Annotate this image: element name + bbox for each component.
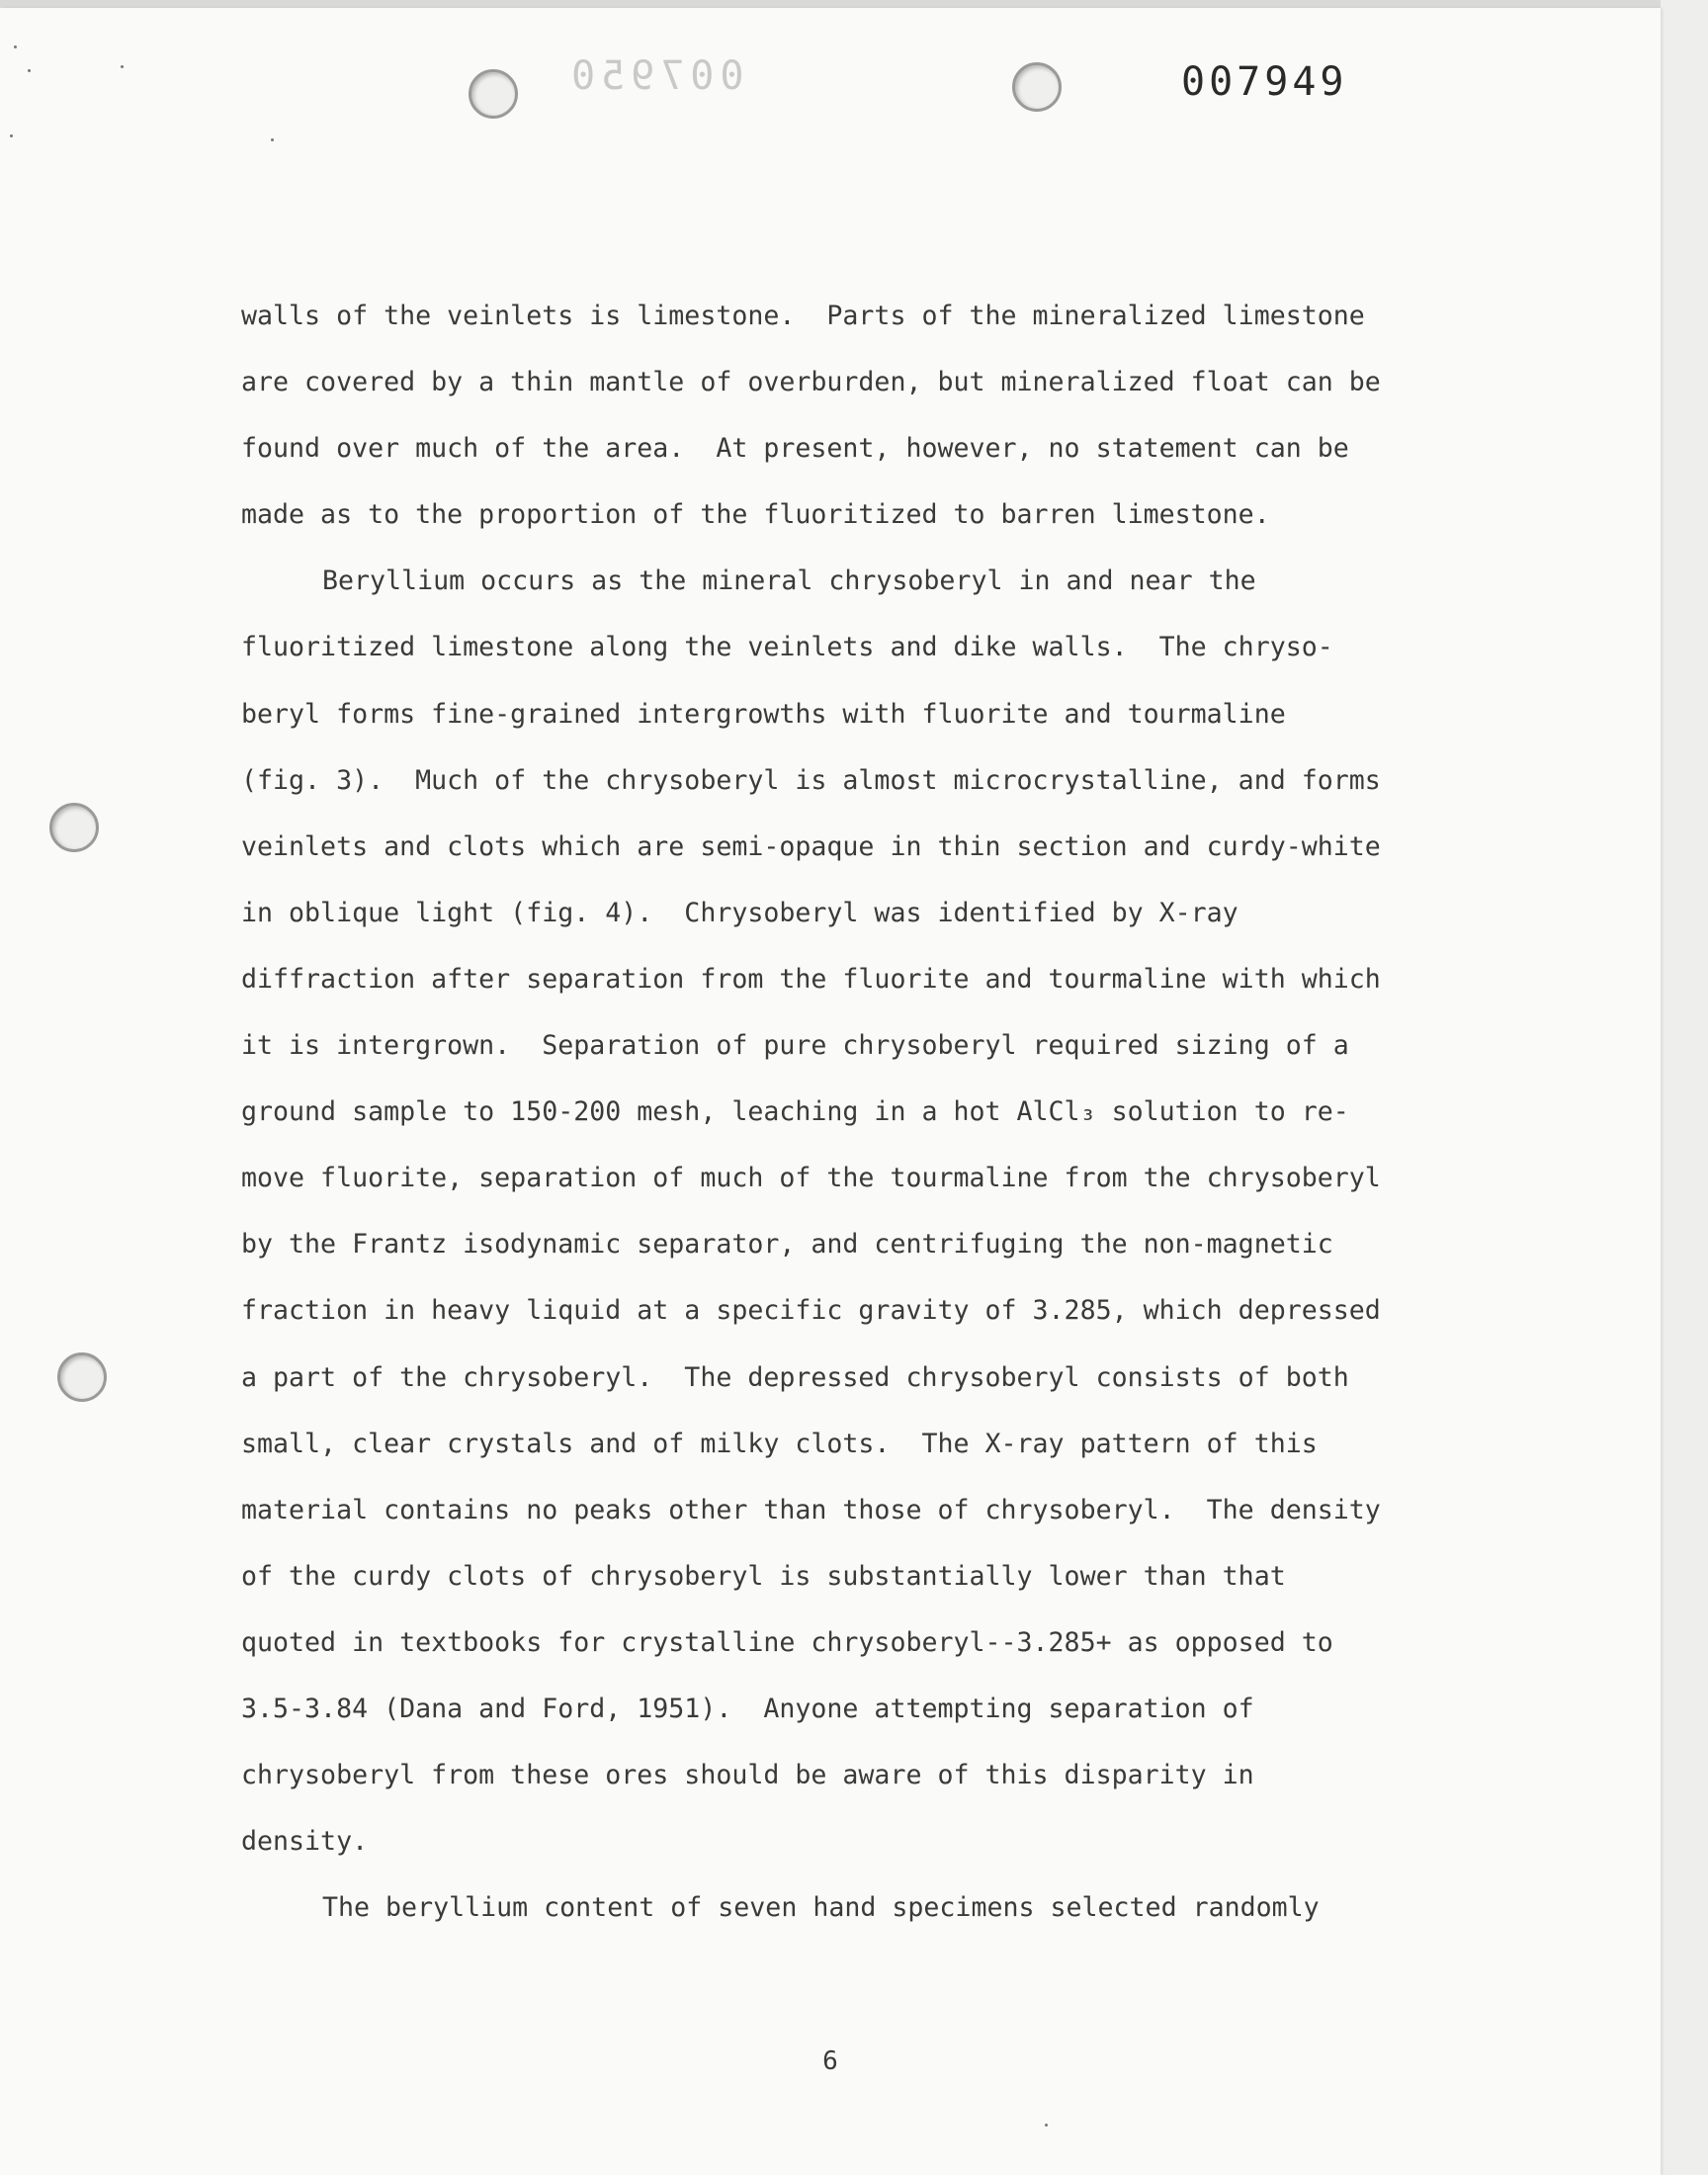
text-line: 3.5-3.84 (Dana and Ford, 1951). Anyone attempting separation of bbox=[241, 1693, 1254, 1724]
document-page bbox=[0, 8, 1661, 2175]
text-line: made as to the proportion of the fluoritized to barren limestone. bbox=[241, 499, 1270, 531]
punch-hole-left-lower bbox=[57, 1352, 107, 1402]
text-line: by the Frantz isodynamic separator, and centrifuging the non-magnetic bbox=[241, 1229, 1333, 1261]
text-line: walls of the veinlets is limestone. Parts of the mineralized limestone bbox=[241, 301, 1365, 331]
scanner-background bbox=[1661, 0, 1708, 2175]
text-line: The beryllium content of seven hand specimens selected randomly bbox=[322, 1892, 1320, 1924]
text-line: material contains no peaks other than those of chrysoberyl. The density bbox=[241, 1494, 1381, 1525]
page-number: 6 bbox=[822, 2046, 838, 2076]
punch-hole-top-right bbox=[1012, 62, 1062, 112]
text-line: it is intergrown. Separation of pure chrysoberyl required sizing of a bbox=[241, 1030, 1349, 1062]
text-line: move fluorite, separation of much of the tourmaline from the chrysoberyl bbox=[241, 1163, 1381, 1194]
bleed-through-number: 007950 bbox=[565, 53, 744, 99]
text-line: fluoritized limestone along the veinlets and dike walls. The chryso- bbox=[241, 632, 1333, 663]
text-line: beryl forms fine-grained intergrowths with fluorite and tourmaline bbox=[241, 698, 1286, 730]
scan-speck bbox=[121, 65, 124, 68]
text-line: quoted in textbooks for crystalline chrysoberyl--3.285+ as opposed to bbox=[241, 1626, 1333, 1658]
text-line: chrysoberyl from these ores should be aware of this disparity in bbox=[241, 1760, 1254, 1791]
scan-speck bbox=[28, 69, 31, 72]
body-text bbox=[241, 283, 1457, 1941]
scan-speck bbox=[10, 134, 13, 137]
text-line: are covered by a thin mantle of overburden, but mineralized float can be bbox=[241, 367, 1381, 398]
text-line: density. bbox=[241, 1826, 369, 1858]
punch-hole-top-left bbox=[469, 69, 518, 119]
scan-speck bbox=[14, 45, 17, 48]
text-line: (fig. 3). Much of the chrysoberyl is almost microcrystalline, and forms bbox=[241, 764, 1381, 796]
punch-hole-left-upper bbox=[49, 803, 99, 852]
scanner-top-edge bbox=[0, 0, 1708, 8]
scan-speck bbox=[271, 138, 274, 141]
text-line: of the curdy clots of chrysoberyl is substantially lower than that bbox=[241, 1560, 1286, 1592]
document-number: 007949 bbox=[1181, 59, 1348, 105]
text-line: found over much of the area. At present, however, no statement can be bbox=[241, 433, 1349, 465]
scan-speck bbox=[1045, 2124, 1048, 2127]
text-line: fraction in heavy liquid at a specific gravity of 3.285, which depressed bbox=[241, 1295, 1381, 1327]
text-line: Beryllium occurs as the mineral chrysoberyl in and near the bbox=[322, 566, 1256, 597]
text-line: a part of the chrysoberyl. The depressed chrysoberyl consists of both bbox=[241, 1361, 1349, 1393]
text-line: diffraction after separation from the fluorite and tourmaline with which bbox=[241, 963, 1381, 995]
text-line: ground sample to 150-200 mesh, leaching in a hot AlCl₃ solution to re- bbox=[241, 1096, 1349, 1128]
text-line: in oblique light (fig. 4). Chrysoberyl was identified by X-ray bbox=[241, 897, 1238, 928]
text-line: small, clear crystals and of milky clots. The X-ray pattern of this bbox=[241, 1428, 1318, 1459]
text-line: veinlets and clots which are semi-opaque in thin section and curdy-white bbox=[241, 830, 1381, 862]
